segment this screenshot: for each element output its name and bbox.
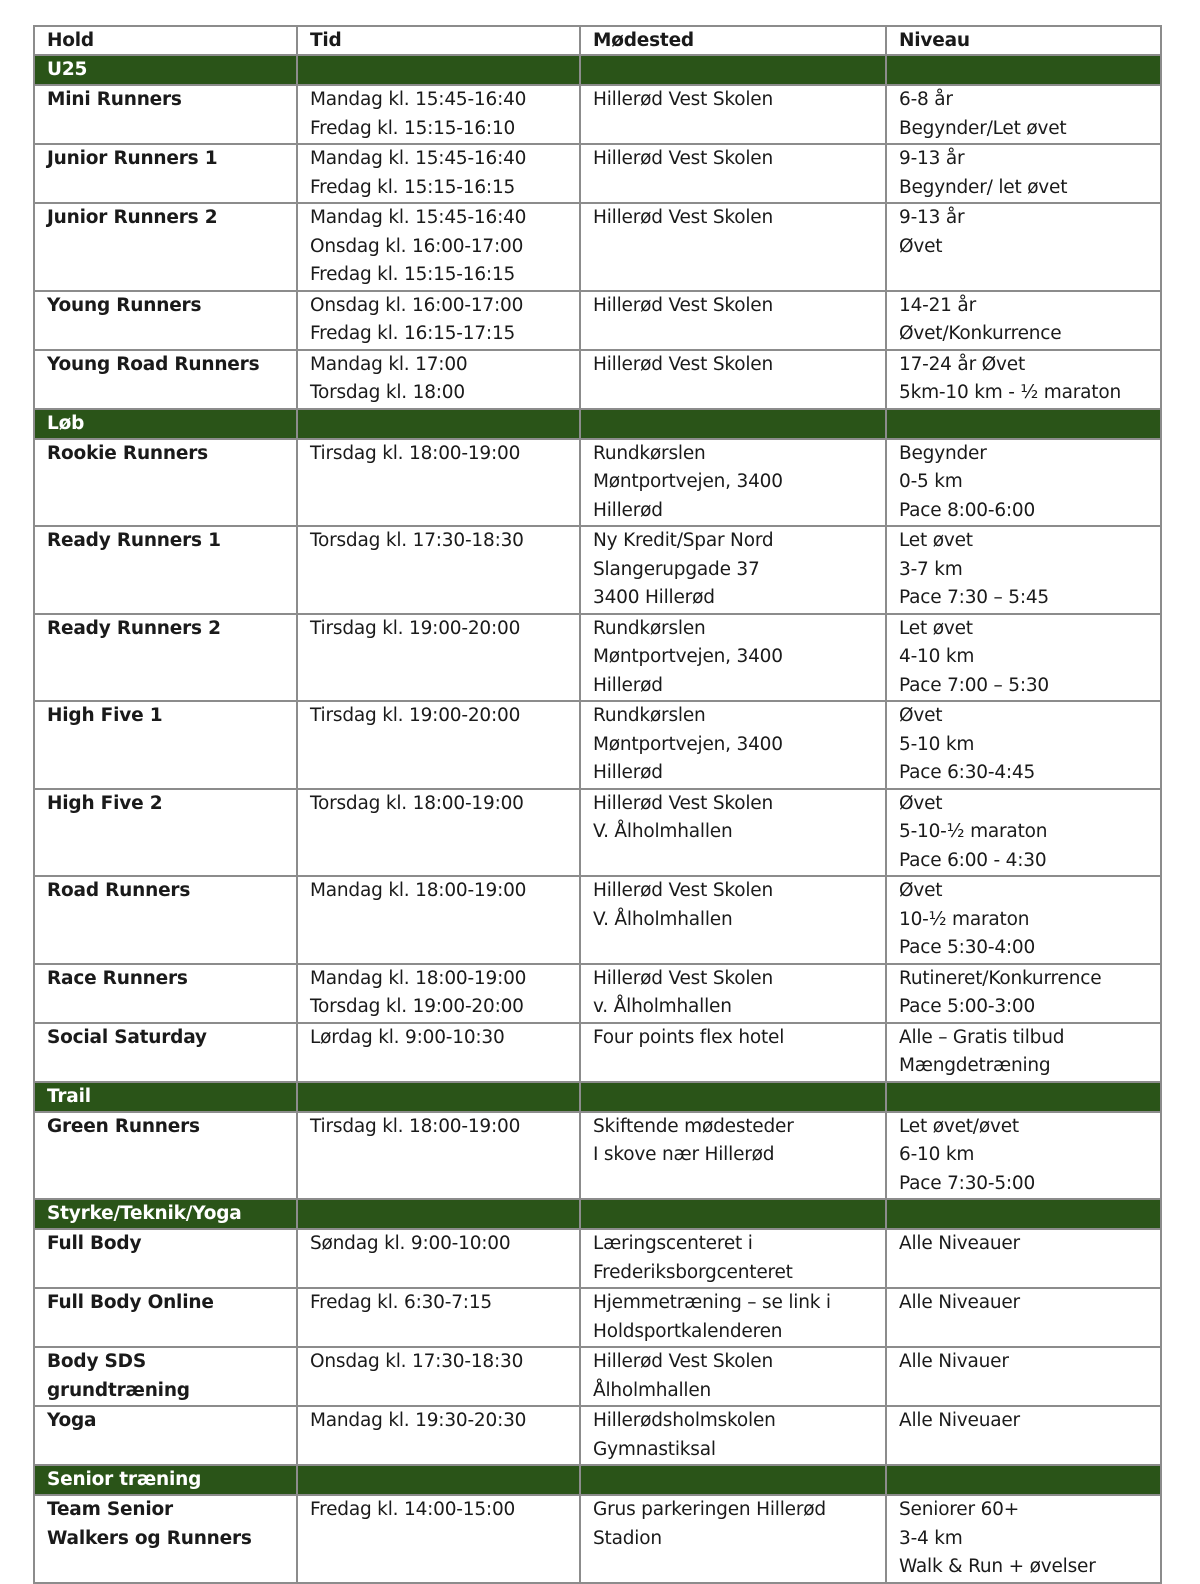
header-modested: Mødested	[580, 26, 886, 55]
location-cell-line: Læringscenteret i	[593, 1233, 753, 1254]
section-fill	[297, 1465, 580, 1495]
location-cell-line: Slangerupgade 37	[593, 558, 760, 580]
time-cell-line: Onsdag kl. 17:30-18:30	[310, 1351, 524, 1372]
table-row	[34, 526, 1161, 614]
section-row	[34, 1465, 1161, 1495]
table-row	[34, 964, 1161, 1023]
location-cell-line: Møntportvejen, 3400	[593, 471, 783, 492]
level-cell-line: Seniorer 60+	[899, 1499, 1020, 1520]
level-cell-line: Pace 6:30-4:45	[899, 762, 1036, 783]
hold-cell-line: Ready Runners 2	[47, 617, 221, 639]
location-cell-line: Stadion	[593, 1527, 662, 1549]
location-cell-line: I skove nær Hillerød	[593, 1144, 775, 1165]
hold-cell	[34, 1347, 297, 1406]
table-row	[34, 144, 1161, 203]
hold-cell-line: Walkers og Runners	[47, 1527, 252, 1549]
hold-cell-line: Junior Runners 2	[47, 207, 218, 228]
hold-cell	[34, 439, 297, 527]
time-cell-line: Fredag kl. 15:15-16:10	[310, 117, 516, 139]
location-cell-line: Rundkørslen	[593, 705, 706, 726]
level-cell	[886, 203, 1161, 291]
level-cell	[886, 1406, 1161, 1465]
level-cell-line: Øvet	[899, 235, 943, 257]
time-cell-line: Mandag kl. 18:00-19:00	[310, 880, 527, 901]
location-cell	[580, 291, 886, 350]
time-cell	[297, 1229, 580, 1288]
level-cell-line: Øvet	[899, 792, 943, 814]
section-fill	[886, 409, 1161, 439]
hold-cell-line: grundtræning	[47, 1379, 190, 1401]
location-cell-line: Hjemmetræning – se link i	[593, 1292, 831, 1313]
hold-cell-line: High Five 1	[47, 705, 163, 726]
hold-cell	[34, 291, 297, 350]
location-cell-line: Hillerød Vest Skolen	[593, 792, 773, 814]
time-cell-line: Fredag kl. 14:00-15:00	[310, 1499, 516, 1520]
level-cell-line: Begynder/ let øvet	[899, 176, 1068, 198]
section-title: Senior træning	[34, 1465, 297, 1495]
location-cell	[580, 1406, 886, 1465]
level-cell-line: Alle Niveuaer	[899, 1410, 1020, 1431]
location-cell	[580, 789, 886, 877]
location-cell-line: Holdsportkalenderen	[593, 1320, 783, 1342]
level-cell	[886, 964, 1161, 1023]
header-tid: Tid	[297, 26, 580, 55]
table-row	[34, 439, 1161, 527]
hold-cell	[34, 701, 297, 789]
location-cell-line: Four points flex hotel	[593, 1026, 785, 1048]
table-row	[34, 1288, 1161, 1347]
time-cell-line: Fredag kl. 15:15-16:15	[310, 176, 516, 198]
level-cell-line: 3-7 km	[899, 558, 963, 580]
table-row	[34, 1112, 1161, 1200]
hold-cell	[34, 614, 297, 702]
hold-cell	[34, 350, 297, 409]
location-cell-line: Rundkørslen	[593, 442, 706, 464]
hold-cell	[34, 1023, 297, 1082]
time-cell	[297, 1023, 580, 1082]
location-cell-line: Rundkørslen	[593, 617, 706, 639]
table-row	[34, 1406, 1161, 1465]
location-cell-line: Ålholmhallen	[593, 1379, 712, 1401]
time-cell	[297, 876, 580, 964]
time-cell	[297, 614, 580, 702]
header-row	[34, 26, 1161, 55]
location-cell-line: Hillerød Vest Skolen	[593, 353, 773, 375]
hold-cell	[34, 789, 297, 877]
section-fill	[297, 55, 580, 85]
level-cell-line: Begynder	[899, 442, 987, 464]
hold-cell	[34, 1229, 297, 1288]
time-cell-line: Fredag kl. 16:15-17:15	[310, 323, 516, 344]
section-title: U25	[34, 55, 297, 85]
level-cell	[886, 291, 1161, 350]
location-cell-line: Hillerød Vest Skolen	[593, 1351, 773, 1372]
level-cell-line: 10-½ maraton	[899, 908, 1030, 930]
level-cell	[886, 144, 1161, 203]
level-cell-line: Alle Niveauer	[899, 1292, 1020, 1313]
level-cell	[886, 1112, 1161, 1200]
time-cell-line: Torsdag kl. 18:00	[310, 382, 465, 403]
location-cell-line: Skiftende mødesteder	[593, 1115, 794, 1137]
location-cell	[580, 350, 886, 409]
training-schedule-table	[33, 25, 1162, 1584]
time-cell-line: Fredag kl. 6:30-7:15	[310, 1292, 492, 1313]
level-cell-line: Pace 5:30-4:00	[899, 937, 1036, 958]
level-cell-line: 5-10 km	[899, 733, 975, 755]
location-cell-line: Hillerød Vest Skolen	[593, 967, 773, 989]
level-cell	[886, 526, 1161, 614]
time-cell-line: Mandag kl. 15:45-16:40	[310, 89, 527, 110]
section-title: Løb	[34, 409, 297, 439]
section-row	[34, 55, 1161, 85]
table-row	[34, 876, 1161, 964]
section-fill	[580, 55, 886, 85]
location-cell	[580, 144, 886, 203]
time-cell	[297, 1406, 580, 1465]
location-cell-line: V. Ålholmhallen	[593, 908, 733, 930]
section-fill	[297, 1082, 580, 1112]
hold-cell-line: Green Runners	[47, 1115, 200, 1137]
section-row	[34, 1082, 1161, 1112]
location-cell-line: Hillerød Vest Skolen	[593, 89, 773, 110]
location-cell-line: Hillerød Vest Skolen	[593, 207, 773, 228]
location-cell-line: 3400 Hillerød	[593, 587, 715, 608]
level-cell-line: 6-8 år	[899, 89, 953, 110]
hold-cell	[34, 144, 297, 203]
section-fill	[886, 55, 1161, 85]
location-cell	[580, 1495, 886, 1583]
time-cell-line: Torsdag kl. 18:00-19:00	[310, 792, 524, 814]
level-cell	[886, 1495, 1161, 1583]
location-cell-line: Gymnastiksal	[593, 1438, 716, 1460]
time-cell-line: Mandag kl. 19:30-20:30	[310, 1410, 527, 1431]
level-cell-line: Let øvet	[899, 530, 973, 551]
location-cell	[580, 1288, 886, 1347]
table-row	[34, 1023, 1161, 1082]
level-cell-line: 5-10-½ maraton	[899, 821, 1048, 842]
time-cell	[297, 789, 580, 877]
location-cell	[580, 203, 886, 291]
time-cell	[297, 203, 580, 291]
time-cell	[297, 350, 580, 409]
level-cell-line: Pace 7:30 – 5:45	[899, 587, 1049, 608]
schedule-body	[34, 55, 1161, 1583]
section-title: Styrke/Teknik/Yoga	[34, 1199, 297, 1229]
hold-cell-line: Full Body Online	[47, 1292, 214, 1313]
time-cell	[297, 1112, 580, 1200]
hold-cell	[34, 1288, 297, 1347]
time-cell-line: Tirsdag kl. 19:00-20:00	[310, 617, 521, 639]
time-cell-line: Tirsdag kl. 18:00-19:00	[310, 1115, 521, 1137]
hold-cell	[34, 1495, 297, 1583]
location-cell-line: v. Ålholmhallen	[593, 996, 732, 1017]
section-fill	[580, 1199, 886, 1229]
time-cell-line: Tirsdag kl. 19:00-20:00	[310, 705, 521, 726]
level-cell-line: Mængdetræning	[899, 1055, 1051, 1076]
section-fill	[886, 1082, 1161, 1112]
level-cell-line: 4-10 km	[899, 646, 975, 667]
location-cell	[580, 85, 886, 144]
time-cell	[297, 701, 580, 789]
level-cell-line: Alle Niveauer	[899, 1233, 1020, 1254]
level-cell-line: 5km-10 km - ½ maraton	[899, 382, 1121, 403]
time-cell-line: Onsdag kl. 16:00-17:00	[310, 235, 524, 257]
location-cell-line: Møntportvejen, 3400	[593, 646, 783, 667]
time-cell-line: Mandag kl. 15:45-16:40	[310, 207, 527, 228]
section-row	[34, 1199, 1161, 1229]
level-cell-line: 9-13 år	[899, 207, 965, 228]
hold-cell-line: Social Saturday	[47, 1026, 207, 1048]
level-cell-line: Let øvet/øvet	[899, 1115, 1019, 1137]
level-cell-line: Walk & Run + øvelser	[899, 1556, 1096, 1577]
hold-cell-line: Young Road Runners	[47, 353, 260, 375]
level-cell	[886, 1288, 1161, 1347]
time-cell	[297, 85, 580, 144]
time-cell-line: Torsdag kl. 17:30-18:30	[310, 530, 524, 551]
time-cell	[297, 1495, 580, 1583]
level-cell-line: Øvet	[899, 880, 943, 901]
location-cell	[580, 614, 886, 702]
hold-cell	[34, 85, 297, 144]
level-cell-line: Pace 5:00-3:00	[899, 996, 1036, 1017]
location-cell-line: Hillerødsholmskolen	[593, 1410, 776, 1431]
location-cell-line: Hillerød Vest Skolen	[593, 880, 773, 901]
hold-cell-line: Yoga	[47, 1410, 97, 1431]
time-cell-line: Mandag kl. 17:00	[310, 353, 468, 375]
location-cell	[580, 964, 886, 1023]
level-cell	[886, 350, 1161, 409]
location-cell-line: Møntportvejen, 3400	[593, 733, 783, 755]
location-cell-line: Hillerød	[593, 674, 663, 696]
level-cell-line: 9-13 år	[899, 148, 965, 169]
hold-cell	[34, 526, 297, 614]
time-cell	[297, 1347, 580, 1406]
location-cell-line: Hillerød	[593, 499, 663, 521]
level-cell	[886, 1347, 1161, 1406]
table-row	[34, 789, 1161, 877]
level-cell	[886, 614, 1161, 702]
table-row	[34, 1495, 1161, 1583]
table-row	[34, 85, 1161, 144]
level-cell-line: Pace 7:30-5:00	[899, 1172, 1036, 1194]
level-cell-line: Let øvet	[899, 617, 973, 639]
hold-cell-line: Race Runners	[47, 967, 188, 989]
table-row	[34, 203, 1161, 291]
section-fill	[886, 1465, 1161, 1495]
hold-cell-line: Body SDS	[47, 1351, 146, 1372]
level-cell-line: 17-24 år Øvet	[899, 353, 1026, 375]
location-cell-line: V. Ålholmhallen	[593, 821, 733, 842]
time-cell	[297, 439, 580, 527]
level-cell	[886, 701, 1161, 789]
location-cell	[580, 701, 886, 789]
level-cell-line: Pace 8:00-6:00	[899, 499, 1036, 521]
table-row	[34, 1347, 1161, 1406]
hold-cell-line: Rookie Runners	[47, 442, 208, 464]
location-cell	[580, 439, 886, 527]
hold-cell	[34, 1112, 297, 1200]
section-fill	[580, 409, 886, 439]
level-cell	[886, 439, 1161, 527]
table-row	[34, 701, 1161, 789]
hold-cell	[34, 203, 297, 291]
location-cell	[580, 526, 886, 614]
time-cell	[297, 964, 580, 1023]
section-fill	[580, 1082, 886, 1112]
hold-cell-line: Mini Runners	[47, 89, 182, 110]
level-cell	[886, 1229, 1161, 1288]
level-cell-line: Øvet/Konkurrence	[899, 323, 1062, 344]
hold-cell-line: Ready Runners 1	[47, 530, 221, 551]
table-row	[34, 291, 1161, 350]
time-cell-line: Onsdag kl. 16:00-17:00	[310, 294, 524, 316]
time-cell	[297, 1288, 580, 1347]
level-cell	[886, 1023, 1161, 1082]
time-cell-line: Lørdag kl. 9:00-10:30	[310, 1026, 505, 1048]
level-cell-line: Alle – Gratis tilbud	[899, 1026, 1065, 1048]
section-fill	[297, 409, 580, 439]
section-fill	[297, 1199, 580, 1229]
level-cell-line: Rutineret/Konkurrence	[899, 967, 1102, 989]
hold-cell-line: Team Senior	[47, 1499, 173, 1520]
time-cell-line: Mandag kl. 18:00-19:00	[310, 967, 527, 989]
level-cell	[886, 876, 1161, 964]
location-cell-line: Hillerød	[593, 762, 663, 783]
section-row	[34, 409, 1161, 439]
section-fill	[580, 1465, 886, 1495]
time-cell-line: Fredag kl. 15:15-16:15	[310, 264, 516, 285]
level-cell-line: Pace 7:00 – 5:30	[899, 674, 1049, 696]
header-niveau: Niveau	[886, 26, 1161, 55]
time-cell	[297, 526, 580, 614]
location-cell	[580, 1229, 886, 1288]
table-row	[34, 614, 1161, 702]
hold-cell	[34, 1406, 297, 1465]
level-cell	[886, 789, 1161, 877]
hold-cell-line: High Five 2	[47, 792, 163, 814]
level-cell-line: 6-10 km	[899, 1144, 975, 1165]
section-title: Trail	[34, 1082, 297, 1112]
location-cell-line: Ny Kredit/Spar Nord	[593, 530, 774, 551]
level-cell-line: Alle Nivauer	[899, 1351, 1009, 1372]
hold-cell-line: Junior Runners 1	[47, 148, 218, 169]
hold-cell	[34, 876, 297, 964]
level-cell-line: 14-21 år	[899, 294, 976, 316]
table-row	[34, 1229, 1161, 1288]
location-cell-line: Frederiksborgcenteret	[593, 1261, 793, 1283]
level-cell-line: 0-5 km	[899, 471, 963, 492]
time-cell-line: Tirsdag kl. 18:00-19:00	[310, 442, 521, 464]
level-cell-line: 3-4 km	[899, 1527, 963, 1549]
hold-cell-line: Young Runners	[47, 294, 202, 316]
table-row	[34, 350, 1161, 409]
level-cell	[886, 85, 1161, 144]
hold-cell-line: Full Body	[47, 1233, 142, 1254]
hold-cell	[34, 964, 297, 1023]
section-fill	[886, 1199, 1161, 1229]
level-cell-line: Øvet	[899, 705, 943, 726]
location-cell-line: Hillerød Vest Skolen	[593, 294, 773, 316]
level-cell-line: Begynder/Let øvet	[899, 117, 1067, 139]
time-cell-line: Torsdag kl. 19:00-20:00	[310, 996, 524, 1017]
location-cell-line: Hillerød Vest Skolen	[593, 148, 773, 169]
header-hold: Hold	[34, 26, 297, 55]
location-cell	[580, 1023, 886, 1082]
level-cell-line: Pace 6:00 - 4:30	[899, 849, 1047, 871]
time-cell-line: Søndag kl. 9:00-10:00	[310, 1233, 511, 1254]
hold-cell-line: Road Runners	[47, 880, 191, 901]
location-cell	[580, 1347, 886, 1406]
location-cell	[580, 876, 886, 964]
time-cell	[297, 144, 580, 203]
location-cell	[580, 1112, 886, 1200]
location-cell-line: Grus parkeringen Hillerød	[593, 1499, 826, 1520]
time-cell-line: Mandag kl. 15:45-16:40	[310, 148, 527, 169]
time-cell	[297, 291, 580, 350]
